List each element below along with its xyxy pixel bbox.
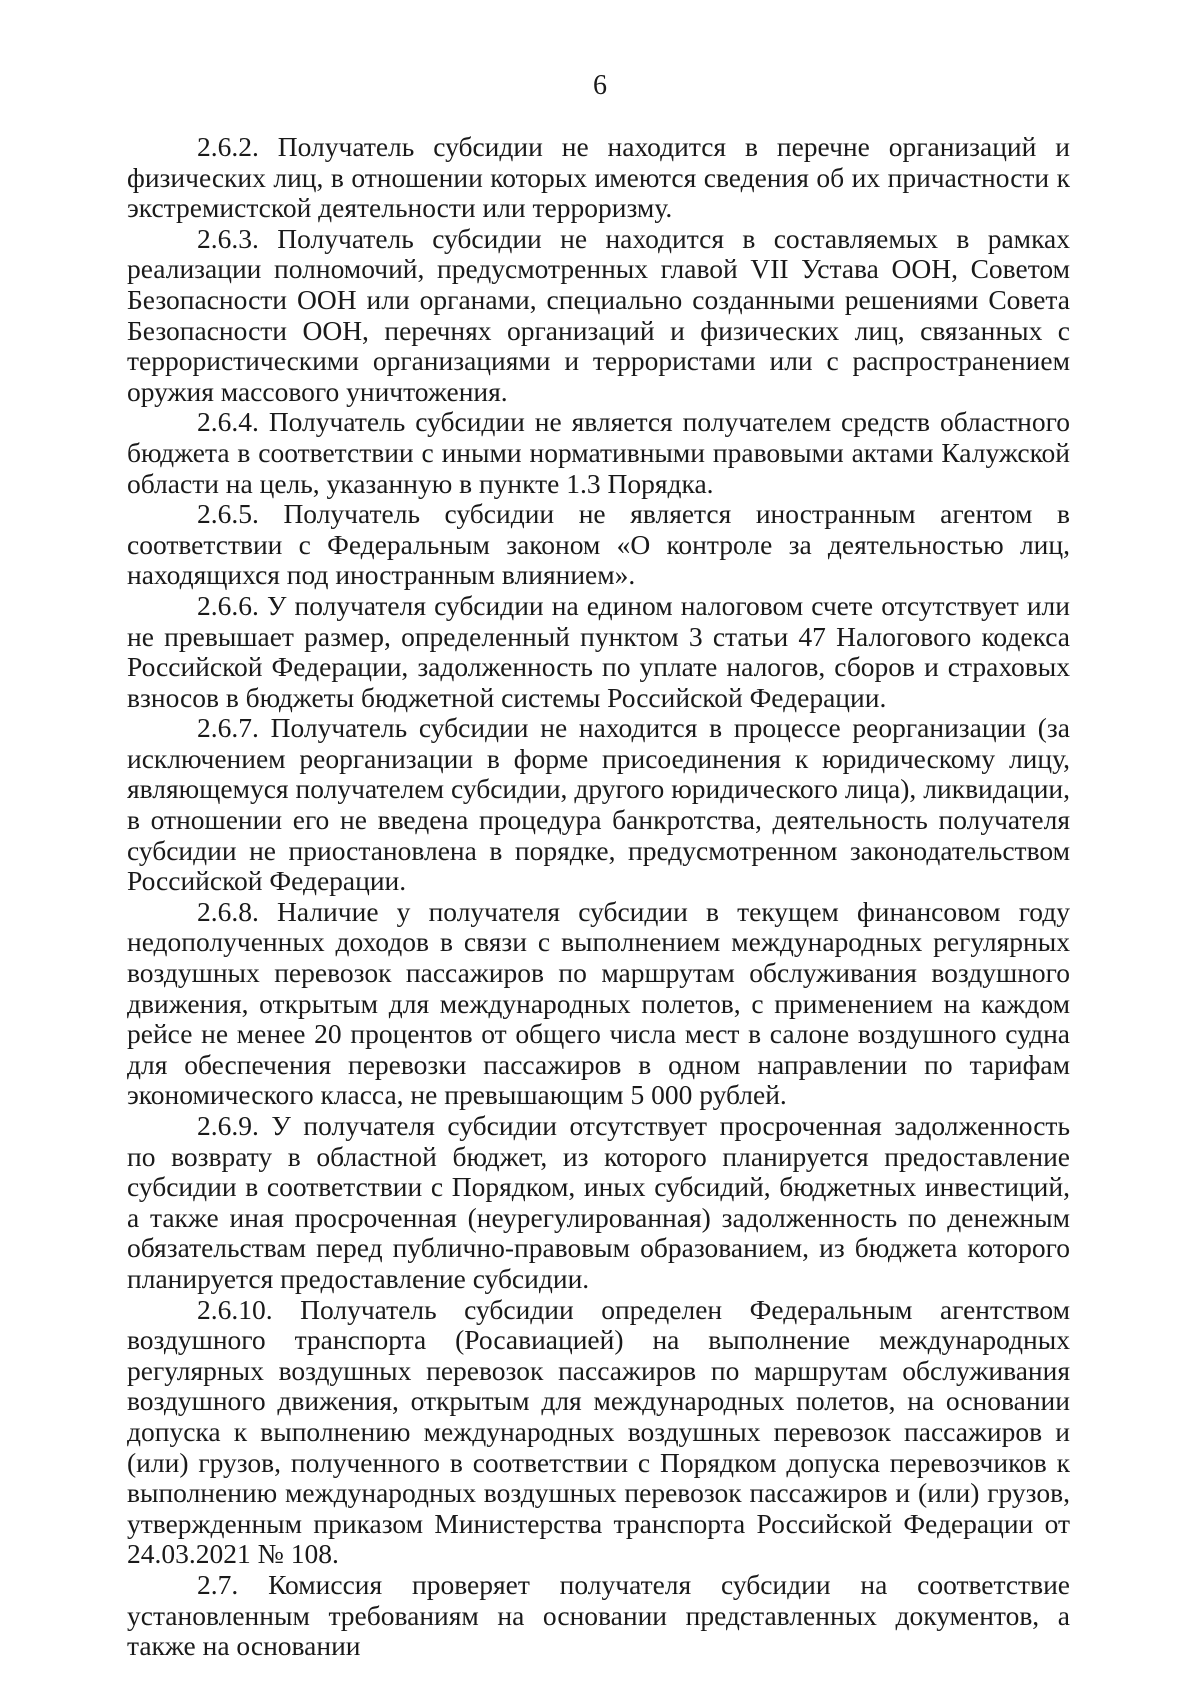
paragraph-2-6-6: 2.6.6. У получателя субсидии на едином налоговом счете отсутствует или не превышает размер, определенный пунктом 3 статьи 47 Налогового кодекса Российской Федерации, задолженность по уплате налогов, сборов и страховых взносов в бюджеты бюджетной системы Российской Федерации. [127, 589, 1070, 713]
paragraph-2-6-3: 2.6.3. Получатель субсидии не находится в составляемых в рамках реализации полномочий, предусмотренных главой VII Устава ООН, Советом Безопасности ООН или органами, специально созданными решениями Совета Безопасности ООН, перечнях организаций и физических лиц, связанных с террористическими организациями и террористами или с распространением оружия массового уничтожения. [127, 222, 1070, 407]
paragraph-2-6-10: 2.6.10. Получатель субсидии определен Федеральным агентством воздушного транспорта (Росавиацией) на выполнение международных регулярных воздушных перевозок пассажиров по маршрутам обслуживания воздушного движения, открытым для международных полетов, на основании допуска к выполнению международных воздушных перевозок пассажиров и (или) грузов, полученного в соответствии с Порядком допуска перевозчиков к выполнению международных воздушных перевозок пассажиров и (или) грузов, утвержденным приказом Министерства транспорта Российской Федерации от 24.03.2021 № 108. [127, 1293, 1070, 1570]
paragraph-2-6-4: 2.6.4. Получатель субсидии не является получателем средств областного бюджета в соответствии с иными нормативными правовыми актами Калужской области на цель, указанную в пункте 1.3 Порядка. [127, 406, 1070, 499]
paragraph-2-6-5: 2.6.5. Получатель субсидии не является иностранным агентом в соответствии с Федеральным законом «О контроле за деятельностью лиц, находящихся под иностранным влиянием». [127, 498, 1070, 591]
paragraph-2-6-7: 2.6.7. Получатель субсидии не находится в процессе реорганизации (за исключением реорганизации в форме присоединения к юридическому лицу, являющемуся получателем субсидии, другого юридического лица), ликвидации, в отношении его не введена процедура банкротства, деятельность получателя субсидии не приостановлена в порядке, предусмотренном законодательством Российской Федерации. [127, 712, 1070, 897]
paragraph-2-7: 2.7. Комиссия проверяет получателя субсидии на соответствие установленным требованиям на основании представленных документов, а также на основании [127, 1568, 1070, 1662]
paragraph-2-6-2: 2.6.2. Получатель субсидии не находится в перечне организаций и физических лиц, в отношении которых имеются сведения об их причастности к экстремистской деятельности или терроризму. [127, 131, 1070, 224]
document-body [127, 132, 1070, 1662]
paragraph-2-6-8: 2.6.8. Наличие у получателя субсидии в текущем финансовом году недополученных доходов в связи с выполнением международных регулярных воздушных перевозок пассажиров по маршрутам обслуживания воздушного движения, открытым для международных полетов, с применением на каждом рейсе не менее 20 процентов от общего числа мест в салоне воздушного судна для обеспечения перевозки пассажиров в одном направлении по тарифам экономического класса, не превышающим 5 000 рублей. [127, 895, 1070, 1111]
page-number: 6 [593, 70, 607, 101]
paragraph-2-6-9: 2.6.9. У получателя субсидии отсутствует просроченная задолженность по возврату в областной бюджет, из которого планируется предоставление субсидии в соответствии с Порядком, иных субсидий, бюджетных инвестиций, а также иная просроченная (неурегулированная) задолженность по денежным обязательствам перед публично-правовым образованием, из бюджета которого планируется предоставление субсидии. [127, 1110, 1070, 1294]
